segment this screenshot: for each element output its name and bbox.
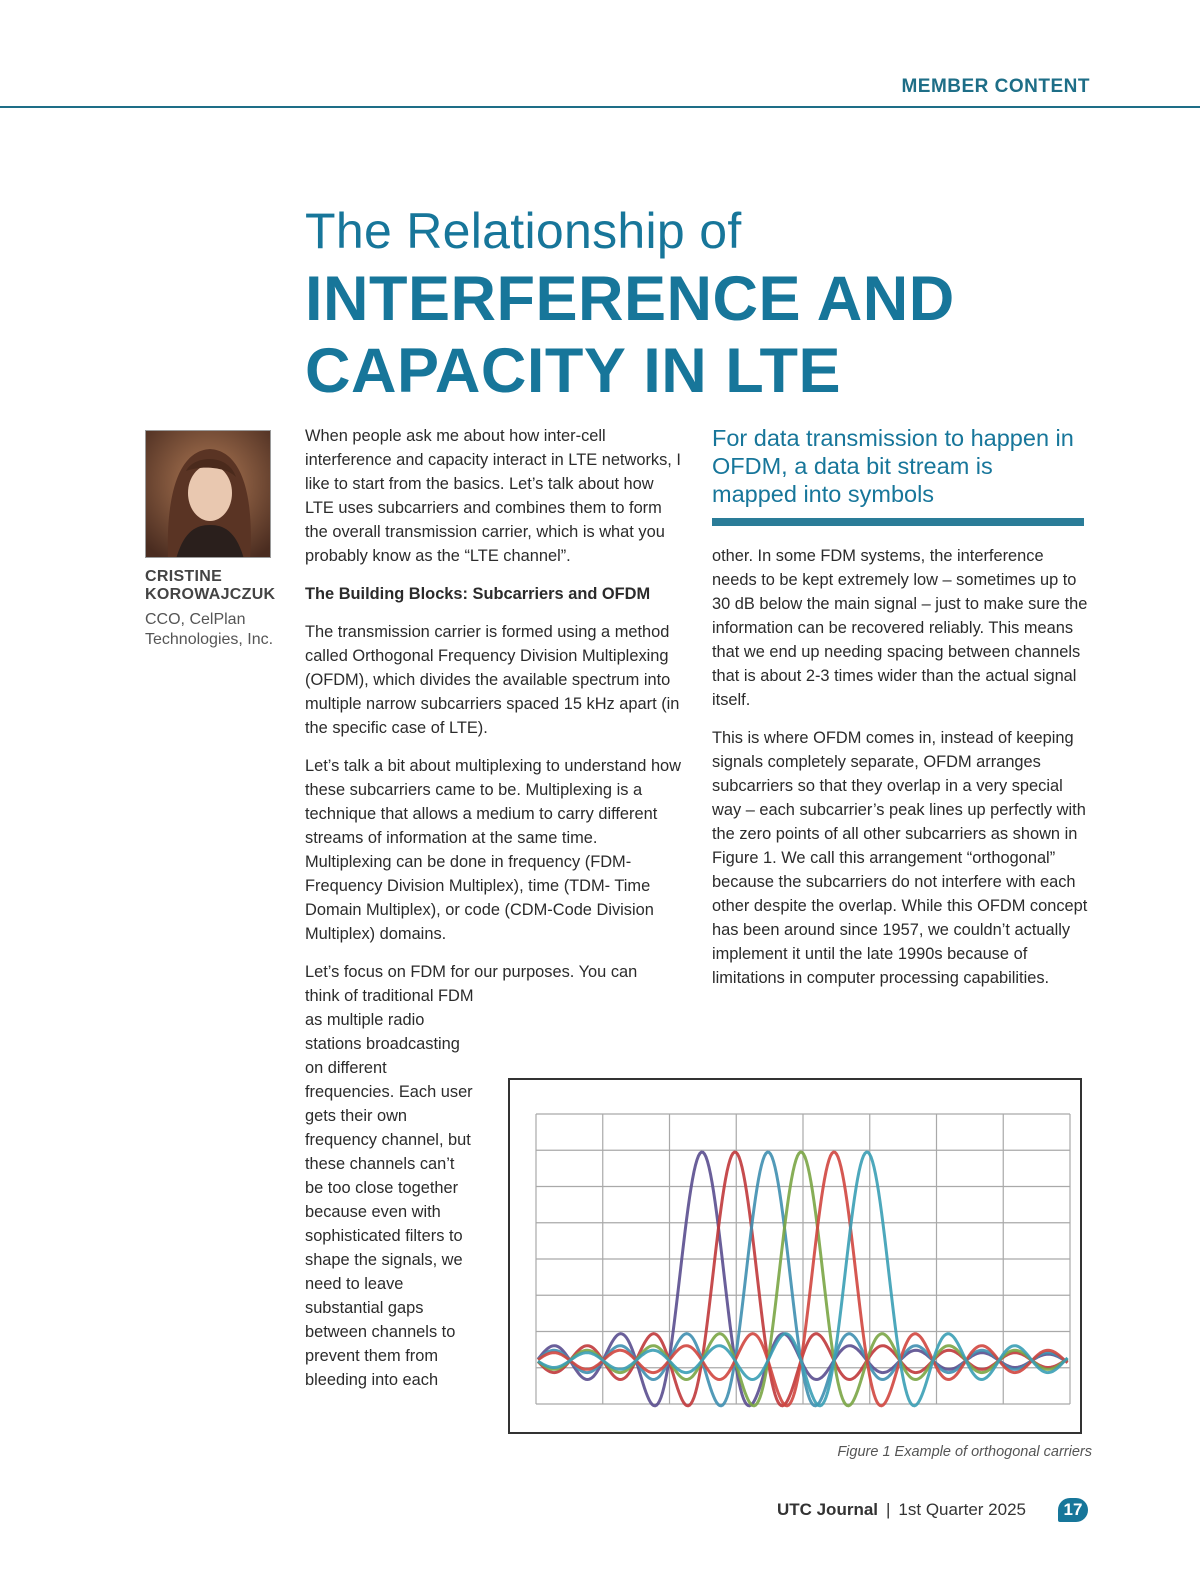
journal-name: UTC Journal <box>776 1500 878 1519</box>
paragraph-intro: Let’s focus on FDM for our purposes. You can <box>305 963 638 981</box>
page-footer <box>777 1498 1088 1522</box>
article-title <box>305 200 1125 406</box>
author-role-line-2: Technologies, Inc. <box>145 631 274 648</box>
section-tag: MEMBER CONTENT <box>901 76 1090 97</box>
author-name-line-2: KOROWAJCZUK <box>145 586 276 603</box>
paragraph: Let’s talk a bit about multiplexing to understand how these subcarriers came to be. Multiplexing is a technique that allows a medium to carry different streams of information at the same time. Multiplexing can be done in frequency (FDM- Frequency Division Multiplex), time (TDM- Time Domain Multiplex), or code (CDM-Code Division Multiplex) domains. <box>305 757 682 943</box>
section-heading: The Building Blocks: Subcarriers and OFDM <box>305 585 651 603</box>
right-column <box>712 544 1092 1004</box>
paragraph: When people ask me about how inter-cell interference and capacity interact in LTE networks, I like to start from the basics. Let’s talk about how LTE uses subcarriers and combines them to form the overall transmission carrier, which is what you probably know as the “LTE channel”. <box>305 427 681 565</box>
pull-quote-bar <box>712 518 1084 526</box>
title-line-2: INTERFERENCE AND <box>305 264 955 334</box>
title-line-1: The Relationship of <box>305 203 742 259</box>
figure-caption: Figure 1 Example of orthogonal carriers <box>837 1444 1092 1460</box>
pull-quote: For data transmission to happen in OFDM, a data bit stream is mapped into symbols <box>712 425 1074 507</box>
header-rule <box>0 106 1200 108</box>
ofdm-subcarrier-figure <box>510 1080 1080 1432</box>
author-name-line-1: CRISTINE <box>145 568 223 585</box>
author-name <box>145 568 295 604</box>
paragraph: The transmission carrier is formed using a method called Orthogonal Frequency Division Multiplexing (OFDM), which divides the available spectrum into multiple narrow subcarriers spaced 15 kHz apart (in the specific case of LTE). <box>305 623 680 737</box>
author-role-line-1: CCO, CelPlan <box>145 611 246 628</box>
page-number: 17 <box>1058 1498 1088 1522</box>
paragraph: other. In some FDM systems, the interference needs to be kept extremely low – sometimes up to 30 dB below the main signal – just to make sure the information can be recovered reliably. This means that we end up needing spacing between channels that is about 2-3 times wider than the actual signal itself. <box>712 547 1088 709</box>
paragraph-wrapped: think of traditional FDM as multiple radio stations broadcasting on different frequencies. Each user gets their own frequency channel, but these channels can’t be too close together because even with sophisticated filters to shape the signals, we need to leave substantial gaps between channels to prevent them from bleeding into each <box>305 987 474 1389</box>
title-line-3: CAPACITY IN LTE <box>305 336 842 406</box>
author-role <box>145 610 295 650</box>
author-photo <box>145 430 271 558</box>
issue-label: 1st Quarter 2025 <box>898 1500 1026 1519</box>
paragraph: This is where OFDM comes in, instead of keeping signals completely separate, OFDM arranges subcarriers so that they overlap in a very special way – each subcarrier’s peak lines up perfectly with the zero points of all other subcarriers as shown in Figure 1. We call this arrangement “orthogonal” because the subcarriers do not interfere with each other despite the overlap. While this OFDM concept has been around since 1957, we couldn’t actually implement it until the late 1990s because of limitations in computer processing capabilities. <box>712 729 1088 987</box>
footer-separator: | <box>886 1500 891 1519</box>
figure-1 <box>508 1078 1082 1434</box>
